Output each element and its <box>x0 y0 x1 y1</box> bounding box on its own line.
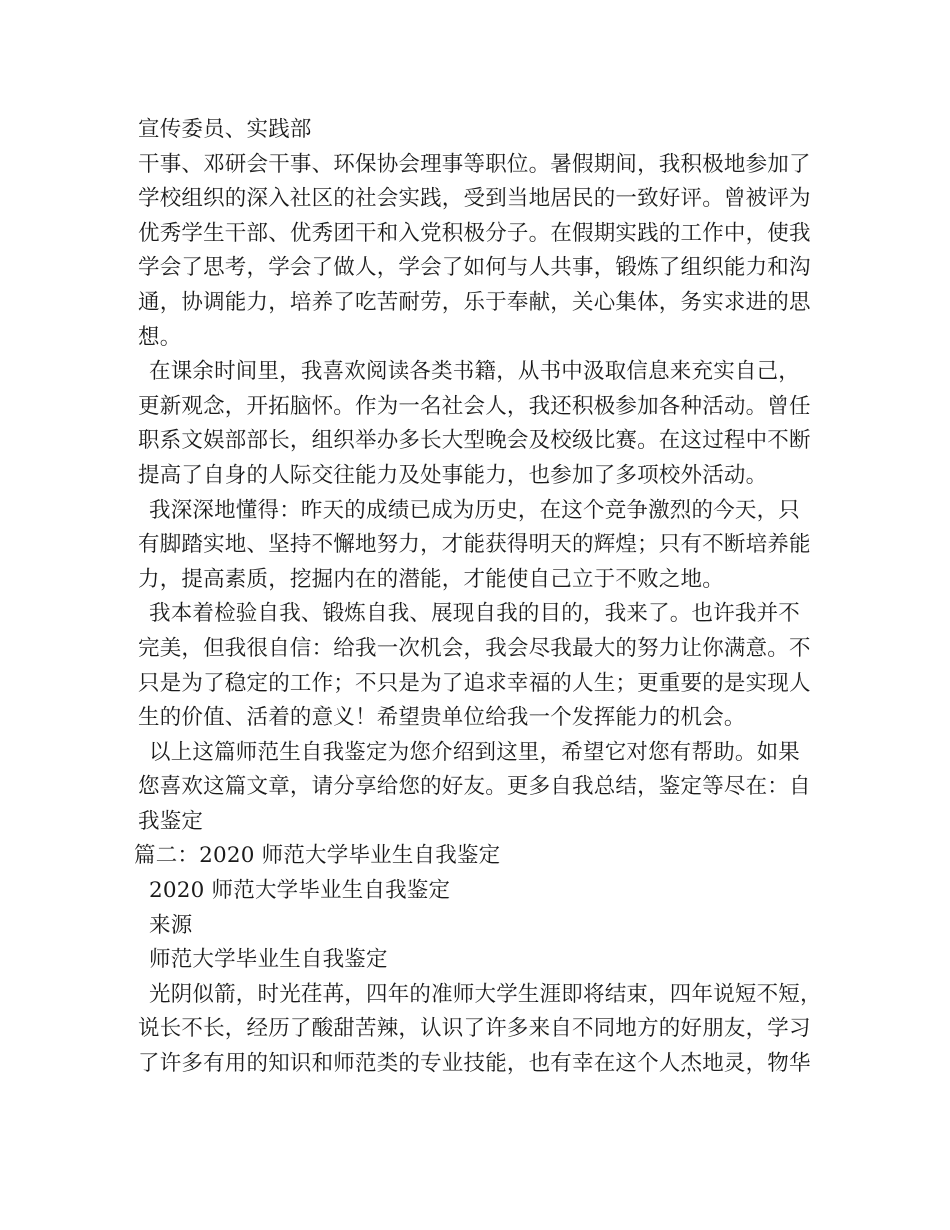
source-label: 来源 <box>149 912 193 938</box>
text-line: 说长不长，经历了酸甜苦辣，认识了许多来自不同地方的好朋友，学习 <box>138 1016 811 1042</box>
text-line: 学校组织的深入社区的社会实践，受到当地居民的一致好评。曾被评为 <box>138 186 811 212</box>
text-line: 有脚踏实地、坚持不懈地努力，才能获得明天的辉煌；只有不断培养能 <box>138 532 811 558</box>
text-line: 我深深地懂得：昨天的成绩已成为历史，在这个竞争激烈的今天，只 <box>149 497 801 523</box>
text-line: 优秀学生干部、优秀团干和入党积极分子。在假期实践的工作中，使我 <box>138 220 811 246</box>
text-line: 想。 <box>138 324 182 350</box>
article-title: 2020 师范大学毕业生自我鉴定 <box>149 878 451 904</box>
text-line: 更新观念，开拓脑怀。作为一名社会人，我还积极参加各种活动。曾任 <box>138 393 811 419</box>
article-subtitle: 师范大学毕业生自我鉴定 <box>149 947 388 973</box>
text-line: 学会了思考，学会了做人，学会了如何与人共事，锻炼了组织能力和沟 <box>138 255 811 281</box>
text-line: 只是为了稳定的工作；不只是为了追求幸福的人生；更重要的是实现人 <box>138 670 811 696</box>
text-line: 了许多有用的知识和师范类的专业技能，也有幸在这个人杰地灵，物华 <box>138 1051 811 1077</box>
text-line: 我本着检验自我、锻炼自我、展现自我的目的，我来了。也许我并不 <box>149 601 801 627</box>
text-line: 生的价值、活着的意义！希望贵单位给我一个发挥能力的机会。 <box>138 705 746 731</box>
text-line: 职系文娱部部长，组织举办多长大型晚会及校级比赛。在这过程中不断 <box>138 428 811 454</box>
text-line: 我鉴定 <box>138 808 204 834</box>
text-line: 力，提高素质，挖掘内在的潜能，才能使自己立于不败之地。 <box>138 566 724 592</box>
text-line: 通，协调能力，培养了吃苦耐劳，乐于奉献，关心集体，务实求进的思 <box>138 289 811 315</box>
text-line: 光阴似箭，时光荏苒，四年的准师大学生涯即将结束，四年说短不短， <box>149 981 822 1007</box>
text-line: 您喜欢这篇文章，请分享给您的好友。更多自我总结，鉴定等尽在：自 <box>138 774 811 800</box>
section-heading: 篇二：2020 师范大学毕业生自我鉴定 <box>134 843 501 869</box>
text-line: 干事、邓研会干事、环保协会理事等职位。暑假期间，我积极地参加了 <box>138 151 811 177</box>
text-line: 宣传委员、实践部 <box>138 117 312 142</box>
text-line: 在课余时间里，我喜欢阅读各类书籍，从书中汲取信息来充实自己， <box>149 359 801 385</box>
text-line: 以上这篇师范生自我鉴定为您介绍到这里，希望它对您有帮助。如果 <box>149 739 801 765</box>
text-line: 完美，但我很自信：给我一次机会，我会尽我最大的努力让你满意。不 <box>138 635 811 661</box>
document-body <box>134 113 826 1082</box>
text-line: 提高了自身的人际交往能力及处事能力，也参加了多项校外活动。 <box>138 462 768 488</box>
